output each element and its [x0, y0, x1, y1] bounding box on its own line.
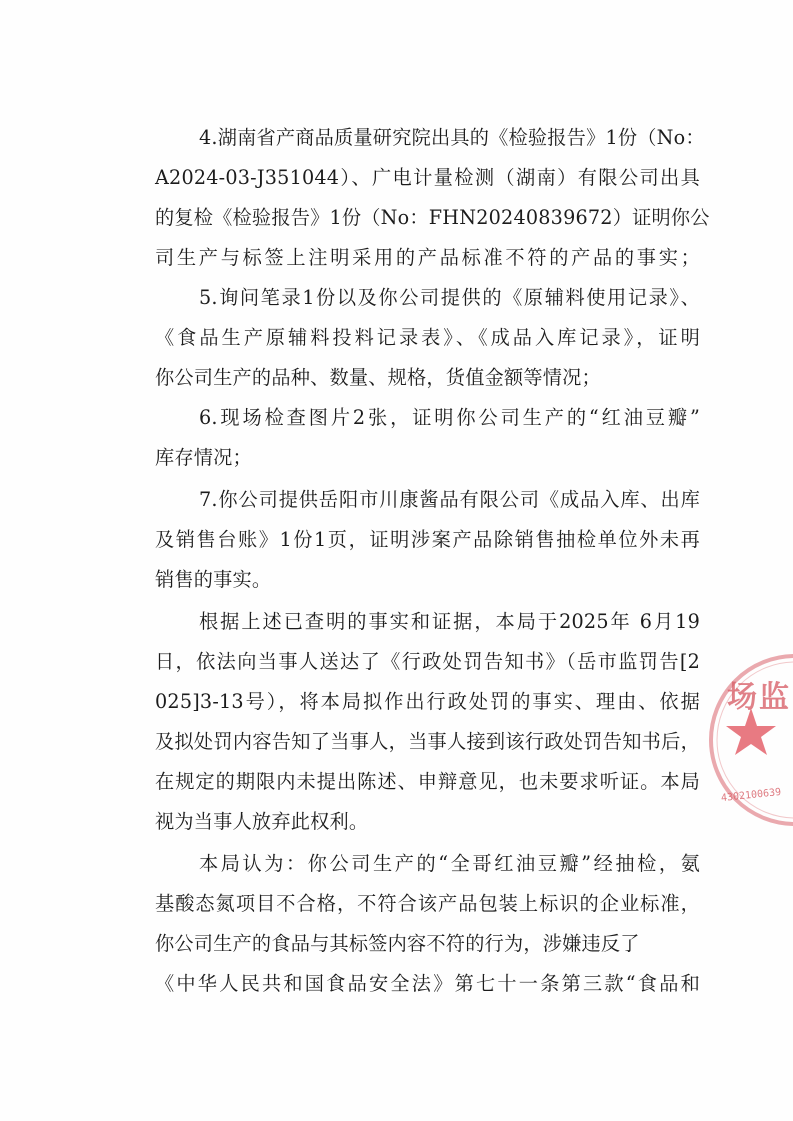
hearing-notice-line-1: 根据上述已查明的事实和证据，本局于2025年 6月19: [199, 610, 700, 633]
hearing-notice-line-2: 日，依法向当事人送达了《行政处罚告知书》（岳市监罚告[2: [155, 650, 700, 673]
evidence-item-7-line-1: 7.你公司提供岳阳市川康酱品有限公司《成品入库、出库: [199, 488, 700, 511]
official-seal: [707, 650, 793, 830]
evidence-item-4-line-3: 的复检《检验报告》1份（No：FHN20240839672）证明你公: [155, 206, 710, 229]
evidence-item-4-line-2: A2024-03-J351044）、广电计量检测（湖南）有限公司出具: [155, 166, 700, 189]
hearing-notice-line-6: 视为当事人放弃此权利。: [155, 810, 369, 833]
finding-line-3: 你公司生产的食品与其标签内容不符的行为，涉嫌违反了: [155, 932, 640, 955]
seal-text: 场监: [727, 680, 791, 715]
evidence-item-4-line-1: 4.湖南省产商品质量研究院出具的《检验报告》1份（No：: [199, 126, 705, 149]
hearing-notice-line-5: 在规定的期限内未提出陈述、申辩意见，也未要求听证。本局: [155, 770, 700, 793]
hearing-notice-line-3: 025]3-13号），将本局拟作出行政处罚的事实、理由、依据: [155, 690, 700, 713]
evidence-item-6-line-1: 6.现场检查图片2张，证明你公司生产的“红油豆瓣”: [199, 406, 700, 429]
finding-line-1: 本局认为：你公司生产的“全哥红油豆瓣”经抽检，氨: [199, 852, 700, 875]
evidence-item-7-line-3: 销售的事实。: [155, 568, 272, 591]
evidence-item-7-line-2: 及销售台账》1份1页，证明涉案产品除销售抽检单位外未再: [155, 528, 700, 551]
finding-line-2: 基酸态氮项目不合格，不符合该产品包装上标识的企业标准，: [155, 892, 700, 915]
seal-number: 4302100639: [720, 786, 782, 805]
evidence-item-5-line-3: 你公司生产的品种、数量、规格，货值金额等情况；: [155, 366, 601, 389]
evidence-item-6-line-2: 库存情况；: [155, 446, 252, 469]
hearing-notice-line-4: 及拟处罚内容告知了当事人，当事人接到该行政处罚告知书后，: [155, 730, 700, 753]
evidence-item-5-line-2: 《食品生产原辅料投料记录表》、《成品入库记录》，证明: [155, 326, 700, 349]
evidence-item-4-line-4: 司生产与标签上注明采用的产品标准不符的产品的事实；: [155, 246, 700, 269]
evidence-item-5-line-1: 5.询问笔录1份以及你公司提供的《原辅料使用记录》、: [199, 286, 700, 309]
finding-line-4: 《中华人民共和国食品安全法》第七十一条第三款“食品和: [155, 972, 700, 995]
